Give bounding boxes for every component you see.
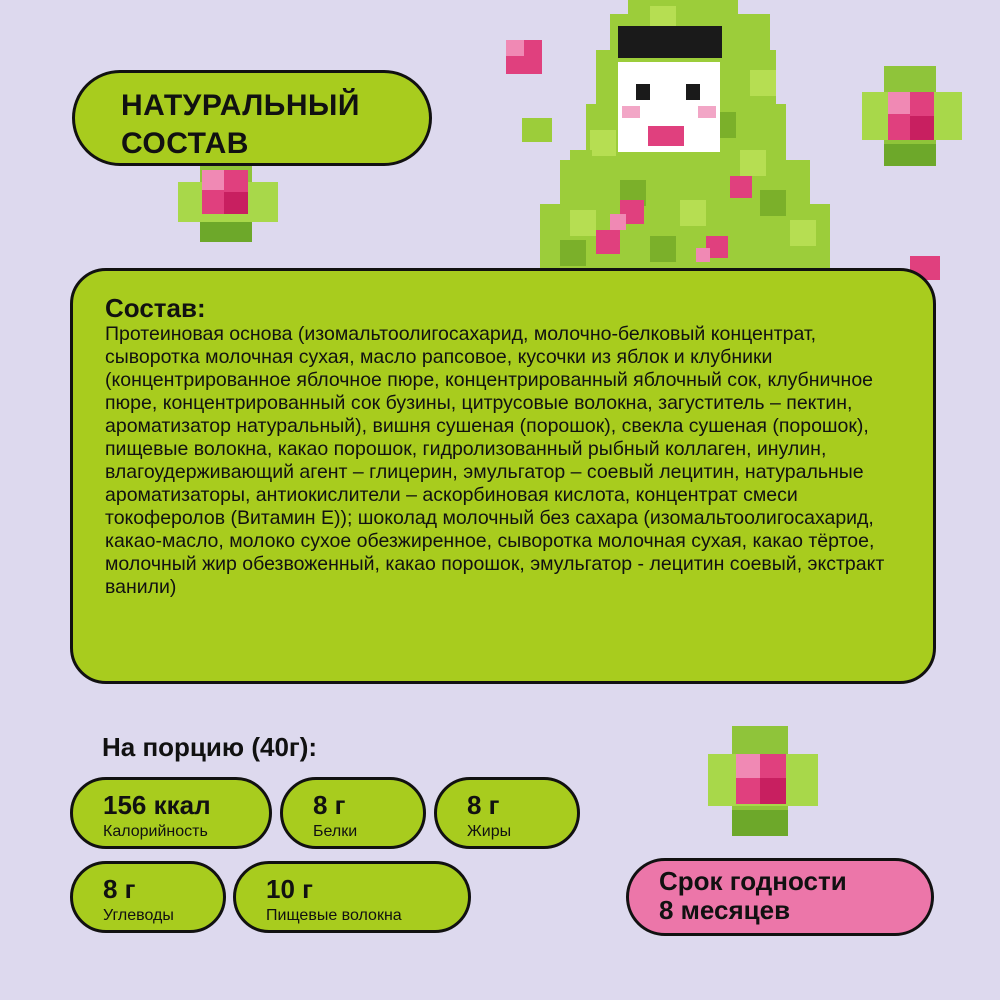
shelf-life-pill xyxy=(626,858,934,936)
shelf-life-line-1: Срок годности xyxy=(659,866,847,896)
stat-label: Белки xyxy=(313,823,358,840)
stat-label: Калорийность xyxy=(103,823,208,840)
stat-value: 8 г xyxy=(103,874,136,904)
stat-calories xyxy=(70,777,272,849)
stat-fiber xyxy=(233,861,471,933)
pixel-berry-cube-bottom xyxy=(708,726,818,836)
stat-label: Углеводы xyxy=(103,907,174,924)
composition-box xyxy=(70,268,936,684)
stat-value: 8 г xyxy=(467,790,500,820)
title-line-2: СОСТАВ xyxy=(121,127,249,160)
stat-value: 156 ккал xyxy=(103,790,211,820)
stat-carbs xyxy=(70,861,226,933)
pixel-berry-cube-left xyxy=(178,164,278,244)
shelf-life-line-2: 8 месяцев xyxy=(659,895,791,925)
stat-label: Пищевые волокна xyxy=(266,907,402,924)
composition-heading: Состав: xyxy=(105,293,206,323)
title-pill xyxy=(72,70,432,166)
composition-text: Протеиновая основа (изомальтоолигосахарид, молочно-белковый концентрат, сыворотка молочная сухая, масло рапсовое, кусочки из яблок и клубники (концентрированное яблочное пюре, концентрированный яблочный сок, клубничное пюре, концентрированный сок бузины, цитрусовые волокна, загуститель – пектин, ароматизатор натуральный), вишня сушеная (порошок), свекла сушеная (порошок), пищевые волокна, какао порошок, гидролизованный рыбный коллаген, инулин, влагоудерживающий агент – глицерин, эмульгатор – соевый лецитин, натуральные ароматизаторы, антиокислители – аскорбиновая кислота, концентрат смеси токоферолов (Витамин Е)); шоколад молочный без сахара (изомальтоолигосахарид, какао-масло, молоко сухое обезжиренное, сыворотка молочная сухая, какао тёртое, молочный жир обезвоженный, какао порошок, эмульгатор - лецитин соевый, экстракт ванили) xyxy=(105,323,885,598)
stat-protein xyxy=(280,777,426,849)
stat-value: 8 г xyxy=(313,790,346,820)
pixel-berry-cube-top-right xyxy=(862,66,962,166)
stat-value: 10 г xyxy=(266,874,313,904)
stat-label: Жиры xyxy=(467,823,512,840)
portion-title: На порцию (40г): xyxy=(102,732,318,762)
title-line-1: НАТУРАЛЬНЫЙ xyxy=(121,89,360,122)
stat-fat xyxy=(434,777,580,849)
